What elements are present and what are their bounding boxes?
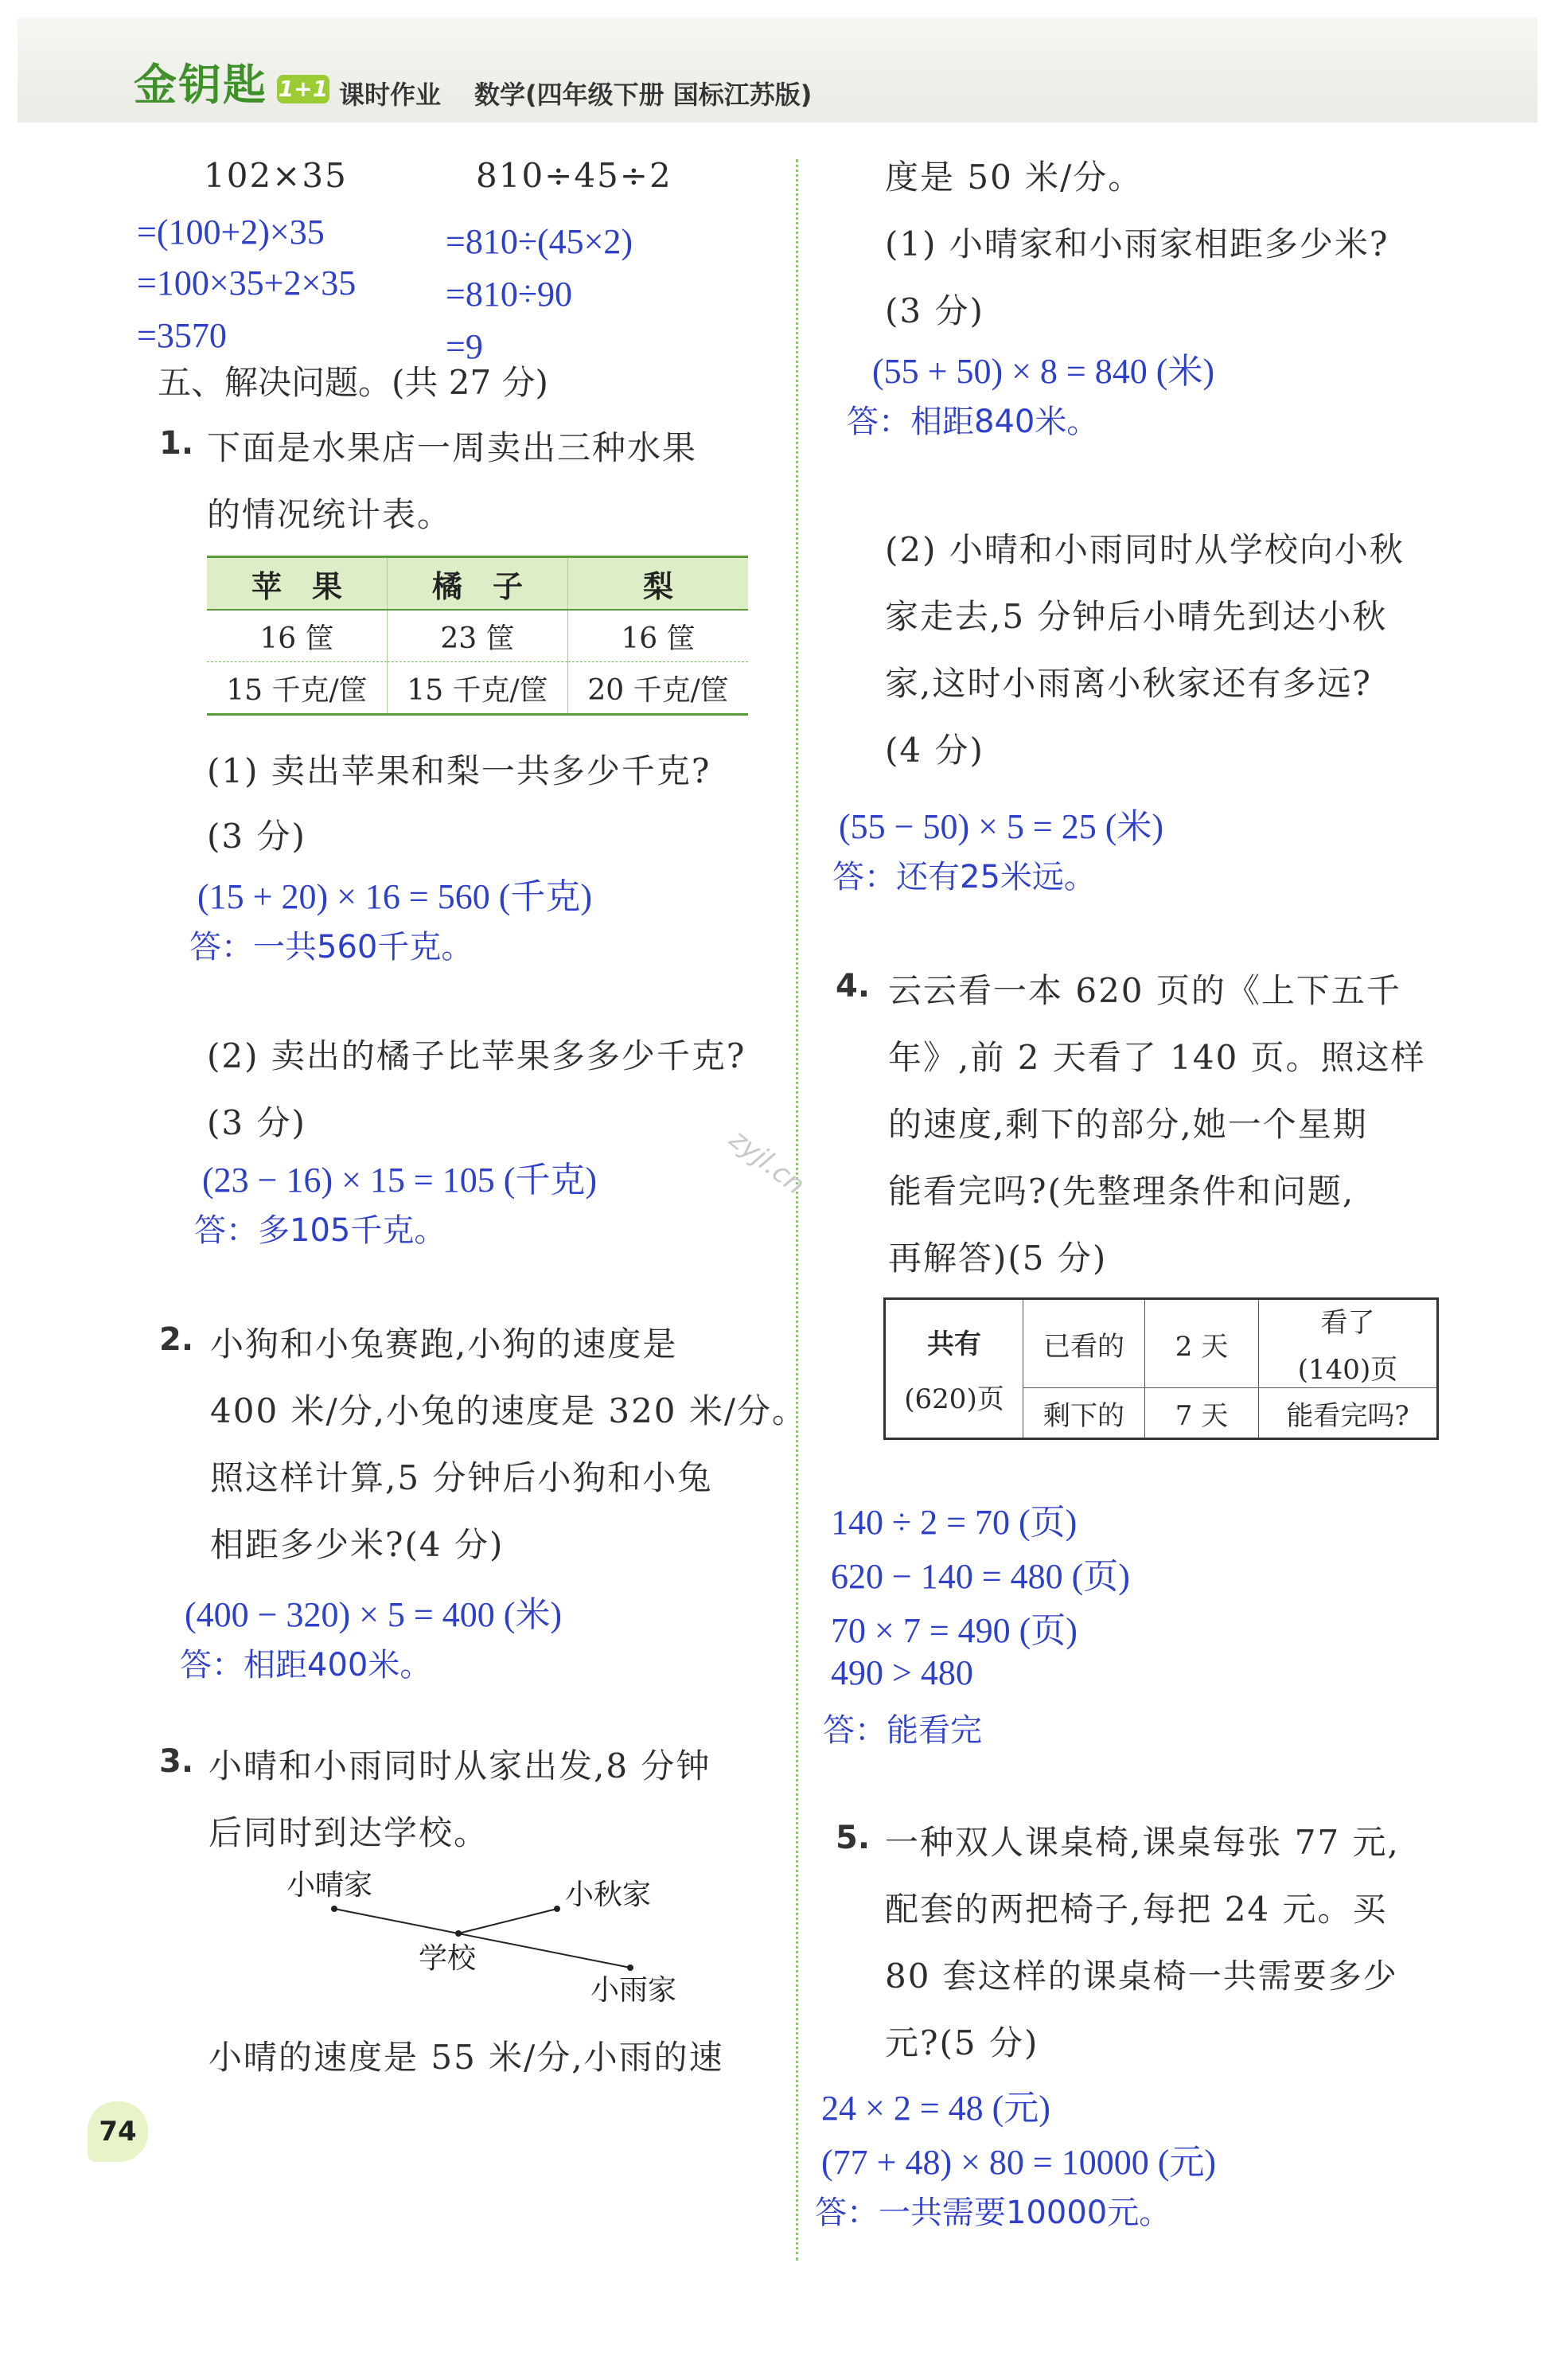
q3-part-1: (1) 小晴家和小雨家相距多少米? [885,224,1389,263]
q1-part-2-answer: 答：多105千克。 [194,1212,446,1249]
label-xiaoqing-home: 小晴家 [286,1869,373,1902]
table-header-pear: 梨 [568,557,748,611]
q3-part-2-line-3: 家,这时小雨离小秋家还有多远? [885,664,1372,703]
q3-part-1-answer: 答：相距840米。 [847,404,1099,440]
q4-answer: 答：能看完 [823,1712,982,1749]
q4-number: 4. [836,968,871,1005]
q1-part-2: (2) 卖出的橘子比苹果多多少千克? [207,1036,746,1075]
q3-text-line-2: 后同时到达学校。 [209,1813,489,1852]
q3-text-line-1: 小晴和小雨同时从家出发,8 分钟 [209,1746,711,1785]
calc-1-problem: 102×35 [204,156,348,195]
q1-text-line-1: 下面是水果店一周卖出三种水果 [207,428,698,467]
q5-text-line-2: 配套的两把椅子,每把 24 元。买 [885,1890,1388,1929]
q1-part-1: (1) 卖出苹果和梨一共多少千克? [207,751,711,790]
q2-text-line-1: 小狗和小兔赛跑,小狗的速度是 [210,1325,678,1364]
calc-1-step-2: =100×35+2×35 [137,263,357,302]
q3-part-1-score: (3 分) [885,291,984,330]
table-cell: 16 筐 [207,610,387,662]
point-school [455,1930,462,1937]
q3-part-2-line-2: 家走去,5 分钟后小晴先到达小秋 [885,597,1388,636]
q2-number: 2. [159,1321,194,1358]
column-divider [796,159,798,2261]
q2-text-line-3: 照这样计算,5 分钟后小狗和小兔 [210,1458,713,1497]
q1-part-2-work: (23 − 16) × 15 = 105 (千克) [202,1161,598,1200]
table-cell: 23 筐 [387,610,567,662]
total-label: 共有 [927,1328,981,1360]
q4-text-line-1: 云云看一本 620 页的《上下五千 [888,971,1401,1010]
read-pages-value: (140)页 [1297,1354,1398,1386]
table-cell: 20 千克/筐 [568,662,748,715]
label-xiaoqiu-home: 小秋家 [565,1879,652,1911]
point-xiaoyu-home [627,1964,633,1971]
q1-part-1-answer: 答：一共560千克。 [189,929,474,966]
table-cell: 15 千克/筐 [387,662,567,715]
q1-text-line-2: 的情况统计表。 [207,495,453,534]
read-pages-cell [1259,1299,1438,1388]
q1-part-1-work: (15 + 20) × 16 = 560 (千克) [197,877,593,916]
q3-part-1-work: (55 + 50) × 8 = 840 (米) [872,352,1215,391]
q3-part-2-answer: 答：还有25米远。 [832,859,1096,895]
q3-part-2-line-1: (2) 小晴和小雨同时从学校向小秋 [885,530,1405,569]
q1-part-2-score: (3 分) [207,1103,306,1142]
q5-answer: 答：一共需要10000元。 [815,2195,1171,2231]
label-xiaoyu-home: 小雨家 [590,1974,677,2006]
table-cell: 16 筐 [568,610,748,662]
brand-badge: 1+1 [278,76,329,102]
calc-2-step-1: =810÷(45×2) [446,222,633,261]
q1-part-1-score: (3 分) [207,817,306,856]
total-cell [885,1299,1023,1439]
calc-2-step-2: =810÷90 [446,275,572,314]
q3-text-line-4: 度是 50 米/分。 [885,158,1144,197]
point-xiaoqing-home [331,1906,337,1912]
route-diagram [279,1863,708,2006]
read-pages-label: 看了 [1320,1307,1375,1339]
table-cell: 15 千克/筐 [207,662,387,715]
q3-part-2-score: (4 分) [885,731,984,770]
q4-text-line-3: 的速度,剩下的部分,她一个星期 [888,1105,1368,1144]
q5-text-line-4: 元?(5 分) [885,2023,1039,2062]
q4-work-3: 70 × 7 = 490 (页) [831,1611,1078,1650]
route-line-school-friend [458,1909,557,1933]
subject-title: 数学(四年级下册 国标江苏版) [474,80,813,110]
q5-work-1: 24 × 2 = 48 (元) [821,2089,1050,2128]
left-label: 剩下的 [1023,1388,1145,1439]
q4-work-2: 620 − 140 = 480 (页) [831,1557,1130,1596]
q1-number: 1. [159,425,194,462]
q4-text-line-5: 再解答)(5 分) [888,1239,1108,1278]
read-days: 2 天 [1145,1299,1259,1388]
q3-part-2-work: (55 − 50) × 5 = 25 (米) [839,807,1164,846]
q2-answer: 答：相距400米。 [180,1647,432,1684]
fruit-sales-table [207,556,748,716]
book-reading-table [883,1297,1439,1440]
q5-number: 5. [836,1820,871,1856]
watermark: zyjl.cn [723,1123,811,1201]
table-header-apple: 苹 果 [207,557,387,611]
question-cell: 能看完吗? [1259,1388,1438,1439]
calc-1-step-3: =3570 [137,316,227,355]
q5-work-2: (77 + 48) × 80 = 10000 (元) [821,2143,1217,2182]
calc-1-step-1: =(100+2)×35 [137,213,325,252]
brand-logo: 金钥匙 [134,60,267,110]
read-label: 已看的 [1023,1299,1145,1388]
section-heading: 五、解决问题。(共 27 分) [158,363,548,402]
point-xiaoqiu-home [554,1906,560,1912]
q3-number: 3. [159,1743,194,1780]
q5-text-line-3: 80 套这样的课桌椅一共需要多少 [885,1957,1398,1996]
left-days: 7 天 [1145,1388,1259,1439]
q2-text-line-2: 400 米/分,小兔的速度是 320 米/分。 [210,1391,808,1430]
q4-work-4: 490 > 480 [831,1653,973,1692]
q2-work: (400 − 320) × 5 = 400 (米) [185,1595,563,1634]
q4-text-line-2: 年》,前 2 天看了 140 页。照这样 [888,1038,1426,1077]
q3-text-line-3: 小晴的速度是 55 米/分,小雨的速 [209,2038,724,2077]
series-title: 课时作业 [339,80,442,110]
q4-work-1: 140 ÷ 2 = 70 (页) [831,1503,1078,1542]
total-value: (620)页 [904,1383,1004,1415]
q5-text-line-1: 一种双人课桌椅,课桌每张 77 元, [885,1823,1400,1862]
q4-text-line-4: 能看完吗?(先整理条件和问题, [888,1172,1355,1211]
table-header-orange: 橘 子 [387,557,567,611]
route-line-home-home [334,1909,630,1968]
page-number: 74 [88,2101,148,2162]
q2-text-line-4: 相距多少米?(4 分) [210,1525,505,1564]
calc-2-problem: 810÷45÷2 [476,156,672,195]
label-school: 学校 [419,1942,477,1975]
calc-2-step-3: =9 [446,327,483,366]
